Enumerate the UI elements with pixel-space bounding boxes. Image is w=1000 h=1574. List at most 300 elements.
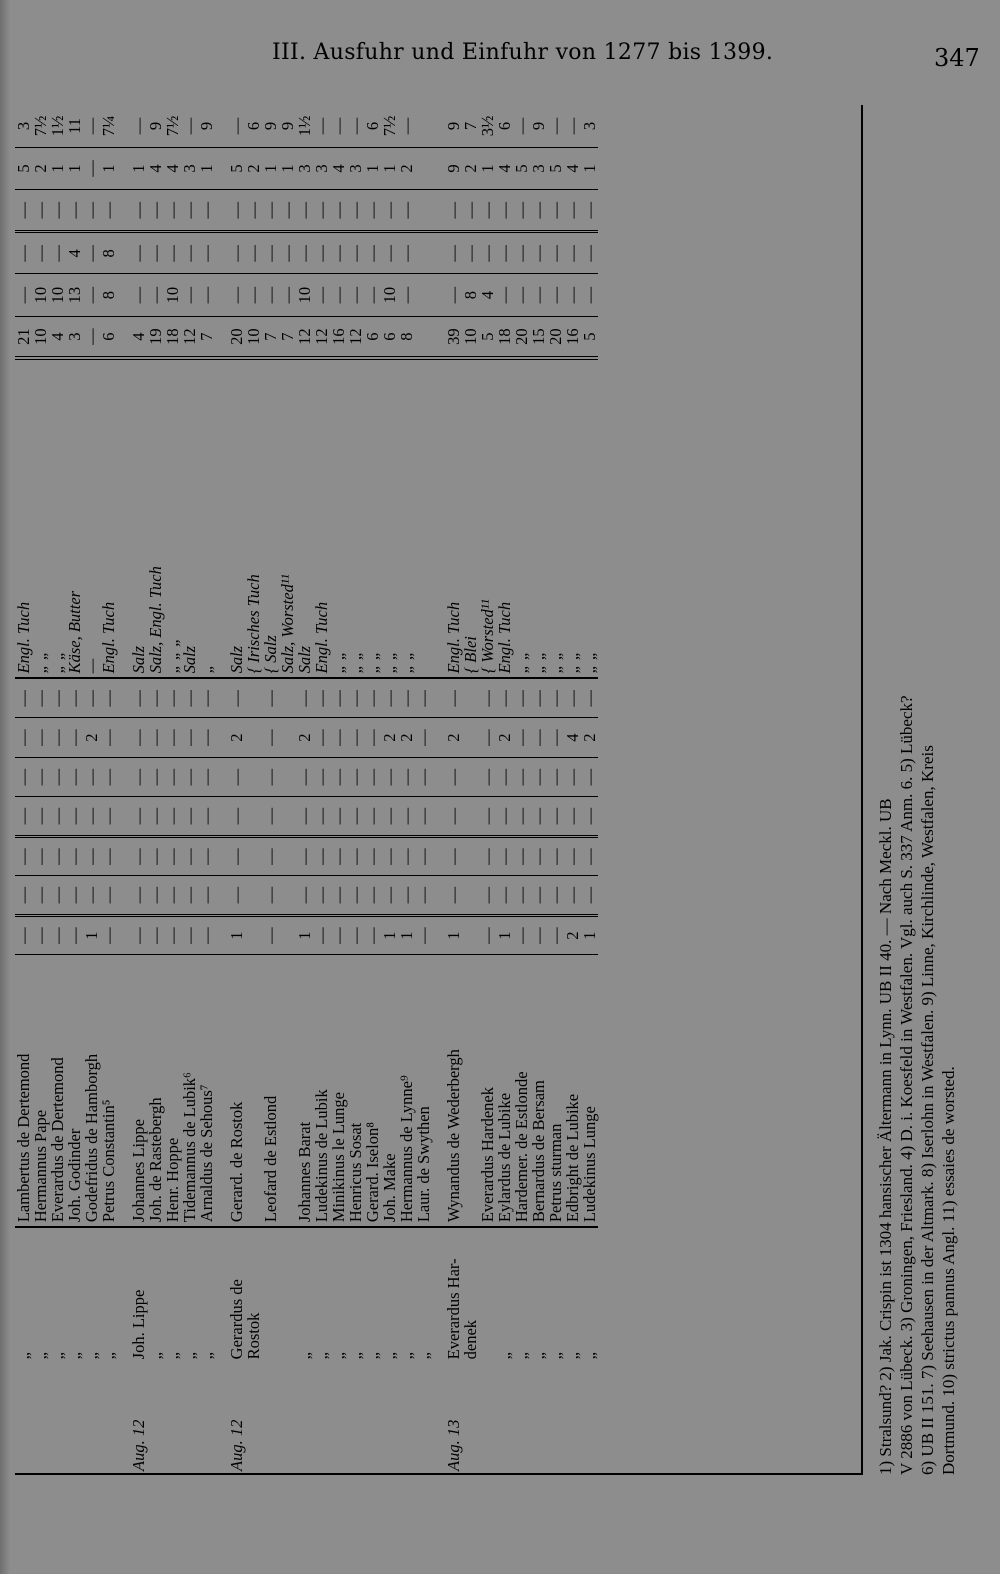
row-num-5: — bbox=[530, 757, 547, 796]
table-row bbox=[83, 105, 100, 1475]
row-num-6: 2 bbox=[445, 718, 462, 757]
row-num-7: — bbox=[100, 678, 117, 717]
row-num-7: — bbox=[147, 678, 164, 717]
row-num-4: — bbox=[415, 797, 432, 836]
row-shipmaster: Rostok bbox=[244, 1312, 263, 1360]
row-num-4: — bbox=[330, 797, 347, 836]
row-qty-1: 10 bbox=[462, 316, 479, 358]
row-qty-3: — bbox=[49, 232, 66, 274]
row-qty-2: — bbox=[445, 274, 462, 316]
table-row bbox=[262, 105, 279, 1475]
row-qty-5: 3 bbox=[347, 147, 364, 189]
row-num-3: — bbox=[228, 836, 245, 875]
row-num-2: — bbox=[513, 876, 530, 915]
row-num-5: — bbox=[513, 757, 530, 796]
row-shipmaster: „ bbox=[48, 1352, 67, 1360]
row-num-6: 2 bbox=[296, 718, 313, 757]
row-num-2: — bbox=[262, 876, 279, 915]
row-num-4: — bbox=[198, 797, 215, 836]
row-merchant: Joh. Make bbox=[381, 955, 398, 1227]
row-num-1: 1 bbox=[496, 915, 513, 954]
row-merchant: Lambertus de Dertemond bbox=[15, 955, 32, 1227]
row-num-7: — bbox=[296, 678, 313, 717]
row-goods: „ „ bbox=[32, 358, 49, 678]
row-merchant: Gerard. Iselon⁸ bbox=[364, 955, 381, 1227]
row-num-1: — bbox=[15, 915, 32, 954]
row-num-6: 4 bbox=[564, 718, 581, 757]
row-shipmaster: „ bbox=[414, 1352, 433, 1360]
row-goods: Salz, Worsted¹¹ bbox=[279, 358, 296, 678]
row-num-1: — bbox=[100, 915, 117, 954]
row-qty-4: — bbox=[15, 190, 32, 232]
table-row bbox=[66, 105, 83, 1475]
row-qty-1: 7 bbox=[279, 316, 296, 358]
row-merchant: Eylardus de Lubike bbox=[496, 955, 513, 1227]
row-num-3 bbox=[462, 836, 479, 875]
row-num-3: — bbox=[147, 836, 164, 875]
row-qty-5: 4 bbox=[147, 147, 164, 189]
row-qty-6: 9 bbox=[445, 105, 462, 147]
row-qty-4: — bbox=[462, 190, 479, 232]
row-shipmaster bbox=[279, 1227, 296, 1363]
row-goods bbox=[215, 358, 228, 678]
row-qty-5: 3 bbox=[313, 147, 330, 189]
row-num-2: — bbox=[164, 876, 181, 915]
row-qty-5: 4 bbox=[496, 147, 513, 189]
row-num-7: — bbox=[381, 678, 398, 717]
row-num-4: — bbox=[445, 797, 462, 836]
row-qty-6: 3 bbox=[15, 105, 32, 147]
row-num-7: — bbox=[198, 678, 215, 717]
row-date bbox=[15, 1363, 32, 1475]
row-qty-2: — bbox=[547, 274, 564, 316]
row-num-6: — bbox=[164, 718, 181, 757]
row-qty-5: 2 bbox=[245, 147, 262, 189]
row-num-3: — bbox=[83, 836, 100, 875]
row-qty-4: — bbox=[245, 190, 262, 232]
row-num-6: — bbox=[415, 718, 432, 757]
row-qty-1: 19 bbox=[147, 316, 164, 358]
row-date bbox=[83, 1363, 100, 1475]
row-qty-4: — bbox=[381, 190, 398, 232]
row-num-2: — bbox=[198, 876, 215, 915]
row-qty-1: 16 bbox=[564, 316, 581, 358]
row-qty-2: — bbox=[530, 274, 547, 316]
row-date bbox=[364, 1363, 381, 1475]
row-date bbox=[181, 1363, 198, 1475]
row-num-2: — bbox=[364, 876, 381, 915]
row-goods: „ „ bbox=[330, 358, 347, 678]
row-num-6: — bbox=[547, 718, 564, 757]
row-num-4: — bbox=[296, 797, 313, 836]
row-num-2: — bbox=[581, 876, 598, 915]
row-num-6: — bbox=[262, 718, 279, 757]
row-qty-6: — bbox=[347, 105, 364, 147]
row-num-6 bbox=[462, 718, 479, 757]
row-num-4: — bbox=[347, 797, 364, 836]
row-qty-3: 4 bbox=[66, 232, 83, 274]
footnote-line: 6) UB II 151. 7) Seehausen in der Altmark. 8) Iserlohn in Westfalen. 9) Linne, Kirchlinde, Westfalen, Kreis bbox=[918, 745, 937, 1475]
row-num-5: — bbox=[164, 757, 181, 796]
row-shipmaster: Everardus Har- bbox=[444, 1258, 463, 1360]
row-qty-1: 12 bbox=[181, 316, 198, 358]
row-num-3: — bbox=[100, 836, 117, 875]
row-num-5: — bbox=[15, 757, 32, 796]
row-qty-5: 4 bbox=[564, 147, 581, 189]
row-num-3: — bbox=[130, 836, 147, 875]
table-row bbox=[347, 105, 364, 1475]
row-qty-3: — bbox=[496, 232, 513, 274]
row-merchant: Everardus Hardenek bbox=[479, 955, 496, 1227]
row-num-7: — bbox=[547, 678, 564, 717]
row-qty-2: — bbox=[181, 274, 198, 316]
row-qty-5: 4 bbox=[164, 147, 181, 189]
row-num-2: — bbox=[181, 876, 198, 915]
row-num-3: — bbox=[262, 836, 279, 875]
row-num-7: — bbox=[164, 678, 181, 717]
row-goods: { Blei bbox=[462, 358, 479, 678]
row-merchant: Joh. de Rastebergh bbox=[147, 955, 164, 1227]
row-shipmaster: „ bbox=[529, 1352, 548, 1360]
row-merchant: Everardus de Dertemond bbox=[49, 955, 66, 1227]
row-shipmaster: „ bbox=[363, 1352, 382, 1360]
row-qty-5: 1 bbox=[49, 147, 66, 189]
table-row bbox=[581, 105, 598, 1475]
row-num-5: — bbox=[100, 757, 117, 796]
row-merchant: Hermannus de Lynne⁹ bbox=[398, 955, 415, 1227]
row-num-7: — bbox=[49, 678, 66, 717]
row-num-7: — bbox=[479, 678, 496, 717]
row-qty-1: 6 bbox=[364, 316, 381, 358]
row-date bbox=[381, 1363, 398, 1475]
row-qty-3: — bbox=[564, 232, 581, 274]
row-num-5: — bbox=[198, 757, 215, 796]
row-qty-3: — bbox=[313, 232, 330, 274]
row-num-6: — bbox=[530, 718, 547, 757]
row-qty-6: 3½ bbox=[479, 105, 496, 147]
row-qty-6: — bbox=[228, 105, 245, 147]
row-qty-6: — bbox=[547, 105, 564, 147]
row-num-1: 1 bbox=[445, 915, 462, 954]
row-num-5: — bbox=[364, 757, 381, 796]
row-shipmaster: „ bbox=[146, 1352, 165, 1360]
row-qty-5: 1 bbox=[364, 147, 381, 189]
row-merchant: Johannes Barat bbox=[296, 955, 313, 1227]
table-row bbox=[32, 105, 49, 1475]
row-shipmaster: „ bbox=[346, 1352, 365, 1360]
row-qty-1: 8 bbox=[398, 316, 415, 358]
row-qty-2: — bbox=[313, 274, 330, 316]
row-num-5: — bbox=[32, 757, 49, 796]
row-num-1: — bbox=[164, 915, 181, 954]
row-num-4 bbox=[462, 797, 479, 836]
row-qty-3: — bbox=[198, 232, 215, 274]
row-goods: Salz, Engl. Tuch bbox=[147, 358, 164, 678]
row-qty-2: 8 bbox=[100, 274, 117, 316]
rotated-page-body bbox=[15, 105, 975, 1475]
row-goods: „ bbox=[198, 358, 215, 678]
row-num-2: — bbox=[398, 876, 415, 915]
row-qty-2: 10 bbox=[49, 274, 66, 316]
row-goods: „ „ bbox=[364, 358, 381, 678]
row-num-7 bbox=[462, 678, 479, 717]
row-num-7: — bbox=[262, 678, 279, 717]
row-goods: Käse, Butter bbox=[66, 358, 83, 678]
row-num-2: — bbox=[130, 876, 147, 915]
row-shipmaster: „ bbox=[163, 1352, 182, 1360]
table-row bbox=[445, 105, 462, 1475]
row-num-5: — bbox=[313, 757, 330, 796]
row-num-1: 2 bbox=[564, 915, 581, 954]
row-num-6: 2 bbox=[228, 718, 245, 757]
row-num-1: — bbox=[347, 915, 364, 954]
row-qty-1 bbox=[415, 316, 432, 358]
row-qty-4: — bbox=[228, 190, 245, 232]
row-qty-1: 12 bbox=[313, 316, 330, 358]
row-goods: „ „ bbox=[347, 358, 364, 678]
row-qty-6: 3 bbox=[581, 105, 598, 147]
row-num-4: — bbox=[479, 797, 496, 836]
row-date bbox=[415, 1363, 432, 1475]
row-num-6: — bbox=[313, 718, 330, 757]
row-date bbox=[313, 1363, 330, 1475]
row-qty-4: — bbox=[564, 190, 581, 232]
row-num-7 bbox=[245, 678, 262, 717]
row-merchant: Petrus Constantin⁵ bbox=[100, 955, 117, 1227]
row-shipmaster: „ bbox=[329, 1352, 348, 1360]
row-num-1: 1 bbox=[381, 915, 398, 954]
row-qty-2: — bbox=[15, 274, 32, 316]
row-num-5: — bbox=[262, 757, 279, 796]
row-qty-4: — bbox=[262, 190, 279, 232]
row-num-6: — bbox=[130, 718, 147, 757]
row-num-1: — bbox=[313, 915, 330, 954]
row-num-3: — bbox=[198, 836, 215, 875]
row-qty-3: — bbox=[381, 232, 398, 274]
row-num-3: — bbox=[479, 836, 496, 875]
row-num-7: — bbox=[313, 678, 330, 717]
row-qty-2 bbox=[415, 274, 432, 316]
table-row bbox=[164, 105, 181, 1475]
row-merchant: Godefridus de Hamborgh bbox=[83, 955, 100, 1227]
row-qty-4: — bbox=[530, 190, 547, 232]
row-shipmaster: „ bbox=[546, 1352, 565, 1360]
row-qty-1: 18 bbox=[496, 316, 513, 358]
row-qty-5: 1 bbox=[581, 147, 598, 189]
row-qty-6: — bbox=[130, 105, 147, 147]
row-num-1: — bbox=[415, 915, 432, 954]
row-qty-3: — bbox=[262, 232, 279, 274]
row-qty-1: 20 bbox=[513, 316, 530, 358]
row-qty-2: — bbox=[513, 274, 530, 316]
row-qty-5: 1 bbox=[66, 147, 83, 189]
row-qty-1: 20 bbox=[228, 316, 245, 358]
running-header: III. Ausfuhr und Einfuhr von 1277 bis 1399. bbox=[272, 40, 774, 65]
row-num-5: — bbox=[381, 757, 398, 796]
table-row bbox=[496, 105, 513, 1475]
row-qty-1: — bbox=[83, 316, 100, 358]
row-qty-3: — bbox=[547, 232, 564, 274]
row-qty-2: 8 bbox=[462, 274, 479, 316]
row-qty-6: 7 bbox=[462, 105, 479, 147]
row-num-6: — bbox=[181, 718, 198, 757]
row-qty-4: — bbox=[66, 190, 83, 232]
row-num-3: — bbox=[347, 836, 364, 875]
row-qty-3: — bbox=[83, 232, 100, 274]
row-num-4: — bbox=[530, 797, 547, 836]
row-num-2: — bbox=[330, 876, 347, 915]
row-num-4: — bbox=[581, 797, 598, 836]
row-merchant: Wynandus de Wederbergh bbox=[445, 955, 462, 1227]
row-qty-2: 13 bbox=[66, 274, 83, 316]
row-qty-3: — bbox=[164, 232, 181, 274]
row-qty-1: 15 bbox=[530, 316, 547, 358]
row-num-6: — bbox=[513, 718, 530, 757]
row-num-5: — bbox=[296, 757, 313, 796]
row-num-5: — bbox=[83, 757, 100, 796]
row-num-5: — bbox=[496, 757, 513, 796]
row-shipmaster: denek bbox=[461, 1319, 480, 1360]
row-num-4: — bbox=[228, 797, 245, 836]
row-goods: „ „ bbox=[547, 358, 564, 678]
row-qty-4: — bbox=[32, 190, 49, 232]
table-row bbox=[181, 105, 198, 1475]
row-merchant: Henr. Hoppe bbox=[164, 955, 181, 1227]
row-num-1: — bbox=[513, 915, 530, 954]
row-num-6 bbox=[245, 718, 262, 757]
row-merchant: Henricus Sosat bbox=[347, 955, 364, 1227]
customs-ledger-table bbox=[15, 105, 598, 1475]
row-num-6: — bbox=[49, 718, 66, 757]
row-num-1: 1 bbox=[398, 915, 415, 954]
row-num-7: — bbox=[445, 678, 462, 717]
row-num-2 bbox=[462, 876, 479, 915]
row-qty-1: 21 bbox=[15, 316, 32, 358]
row-num-5: — bbox=[479, 757, 496, 796]
row-num-4: — bbox=[100, 797, 117, 836]
row-num-6: — bbox=[15, 718, 32, 757]
row-date bbox=[49, 1363, 66, 1475]
row-qty-1: 7 bbox=[198, 316, 215, 358]
row-qty-4: — bbox=[330, 190, 347, 232]
table-bottom-rule bbox=[861, 105, 863, 1475]
row-qty-3: — bbox=[15, 232, 32, 274]
footnote-line: V 2886 von Lübeck. 3) Groningen, Friesland. 4) D. i. Koesfeld in Westfalen. Vgl. auch S. 337 Anm. 6. 5) Lübeck? bbox=[897, 695, 916, 1475]
row-qty-1: 4 bbox=[130, 316, 147, 358]
row-num-3: — bbox=[398, 836, 415, 875]
row-qty-6: 6 bbox=[496, 105, 513, 147]
row-goods: „ „ bbox=[530, 358, 547, 678]
table-row bbox=[513, 105, 530, 1475]
row-num-4 bbox=[279, 797, 296, 836]
row-num-7: — bbox=[130, 678, 147, 717]
row-qty-5: 5 bbox=[513, 147, 530, 189]
row-date bbox=[513, 1363, 530, 1475]
row-num-4: — bbox=[49, 797, 66, 836]
row-qty-6: — bbox=[313, 105, 330, 147]
row-num-2: — bbox=[415, 876, 432, 915]
row-merchant: Leofard de Estlond bbox=[262, 955, 279, 1227]
row-date bbox=[262, 1363, 279, 1475]
row-goods: „ „ bbox=[564, 358, 581, 678]
row-qty-2: — bbox=[279, 274, 296, 316]
row-num-7: — bbox=[32, 678, 49, 717]
row-num-6: — bbox=[347, 718, 364, 757]
row-num-1: — bbox=[66, 915, 83, 954]
row-qty-1: 12 bbox=[347, 316, 364, 358]
row-num-2: — bbox=[83, 876, 100, 915]
table-row bbox=[462, 105, 479, 1475]
row-shipmaster: „ bbox=[14, 1352, 33, 1360]
row-qty-6: — bbox=[181, 105, 198, 147]
row-qty-5: 2 bbox=[462, 147, 479, 189]
table-row bbox=[15, 105, 32, 1475]
row-gap bbox=[215, 105, 228, 1475]
row-num-5: — bbox=[398, 757, 415, 796]
row-num-2: — bbox=[479, 876, 496, 915]
row-qty-5: 9 bbox=[445, 147, 462, 189]
row-qty-2: 10 bbox=[164, 274, 181, 316]
row-qty-1: 10 bbox=[32, 316, 49, 358]
row-num-3: — bbox=[66, 836, 83, 875]
table-row bbox=[198, 105, 215, 1475]
row-qty-2: 10 bbox=[32, 274, 49, 316]
row-num-4: — bbox=[181, 797, 198, 836]
row-num-6: — bbox=[66, 718, 83, 757]
table-row bbox=[245, 105, 262, 1475]
row-qty-6: — bbox=[564, 105, 581, 147]
row-qty-5: 1 bbox=[198, 147, 215, 189]
row-num-1: 1 bbox=[296, 915, 313, 954]
row-num-3: — bbox=[513, 836, 530, 875]
row-merchant: Arnaldus de Sehous⁷ bbox=[198, 955, 215, 1227]
row-date bbox=[330, 1363, 347, 1475]
row-date: Aug. 12 bbox=[129, 1419, 148, 1471]
row-date bbox=[245, 1363, 262, 1475]
row-num-4: — bbox=[262, 797, 279, 836]
table-row bbox=[279, 105, 296, 1475]
row-merchant: Ludekinus de Lubik bbox=[313, 955, 330, 1227]
row-qty-2: — bbox=[398, 274, 415, 316]
row-goods: Engl. Tuch bbox=[313, 358, 330, 678]
row-qty-1: 20 bbox=[547, 316, 564, 358]
row-num-1: — bbox=[32, 915, 49, 954]
row-num-2: — bbox=[66, 876, 83, 915]
row-qty-3: — bbox=[462, 232, 479, 274]
table-row bbox=[381, 105, 398, 1475]
row-merchant bbox=[245, 955, 262, 1227]
row-num-7: — bbox=[83, 678, 100, 717]
row-num-1: 1 bbox=[228, 915, 245, 954]
row-qty-2: — bbox=[262, 274, 279, 316]
row-num-5: — bbox=[181, 757, 198, 796]
row-num-3: — bbox=[496, 836, 513, 875]
row-qty-4: — bbox=[130, 190, 147, 232]
row-shipmaster: Gerardus de bbox=[227, 1279, 246, 1360]
row-goods: { Salz bbox=[262, 358, 279, 678]
row-qty-2: — bbox=[347, 274, 364, 316]
row-merchant: Gerard. de Rostok bbox=[228, 955, 245, 1227]
row-num-5: — bbox=[564, 757, 581, 796]
table-row bbox=[547, 105, 564, 1475]
row-num-1: — bbox=[198, 915, 215, 954]
row-shipmaster: „ bbox=[82, 1352, 101, 1360]
row-date bbox=[147, 1363, 164, 1475]
row-num-7: — bbox=[330, 678, 347, 717]
row-num-7: — bbox=[513, 678, 530, 717]
row-num-2 bbox=[245, 876, 262, 915]
table-row bbox=[564, 105, 581, 1475]
